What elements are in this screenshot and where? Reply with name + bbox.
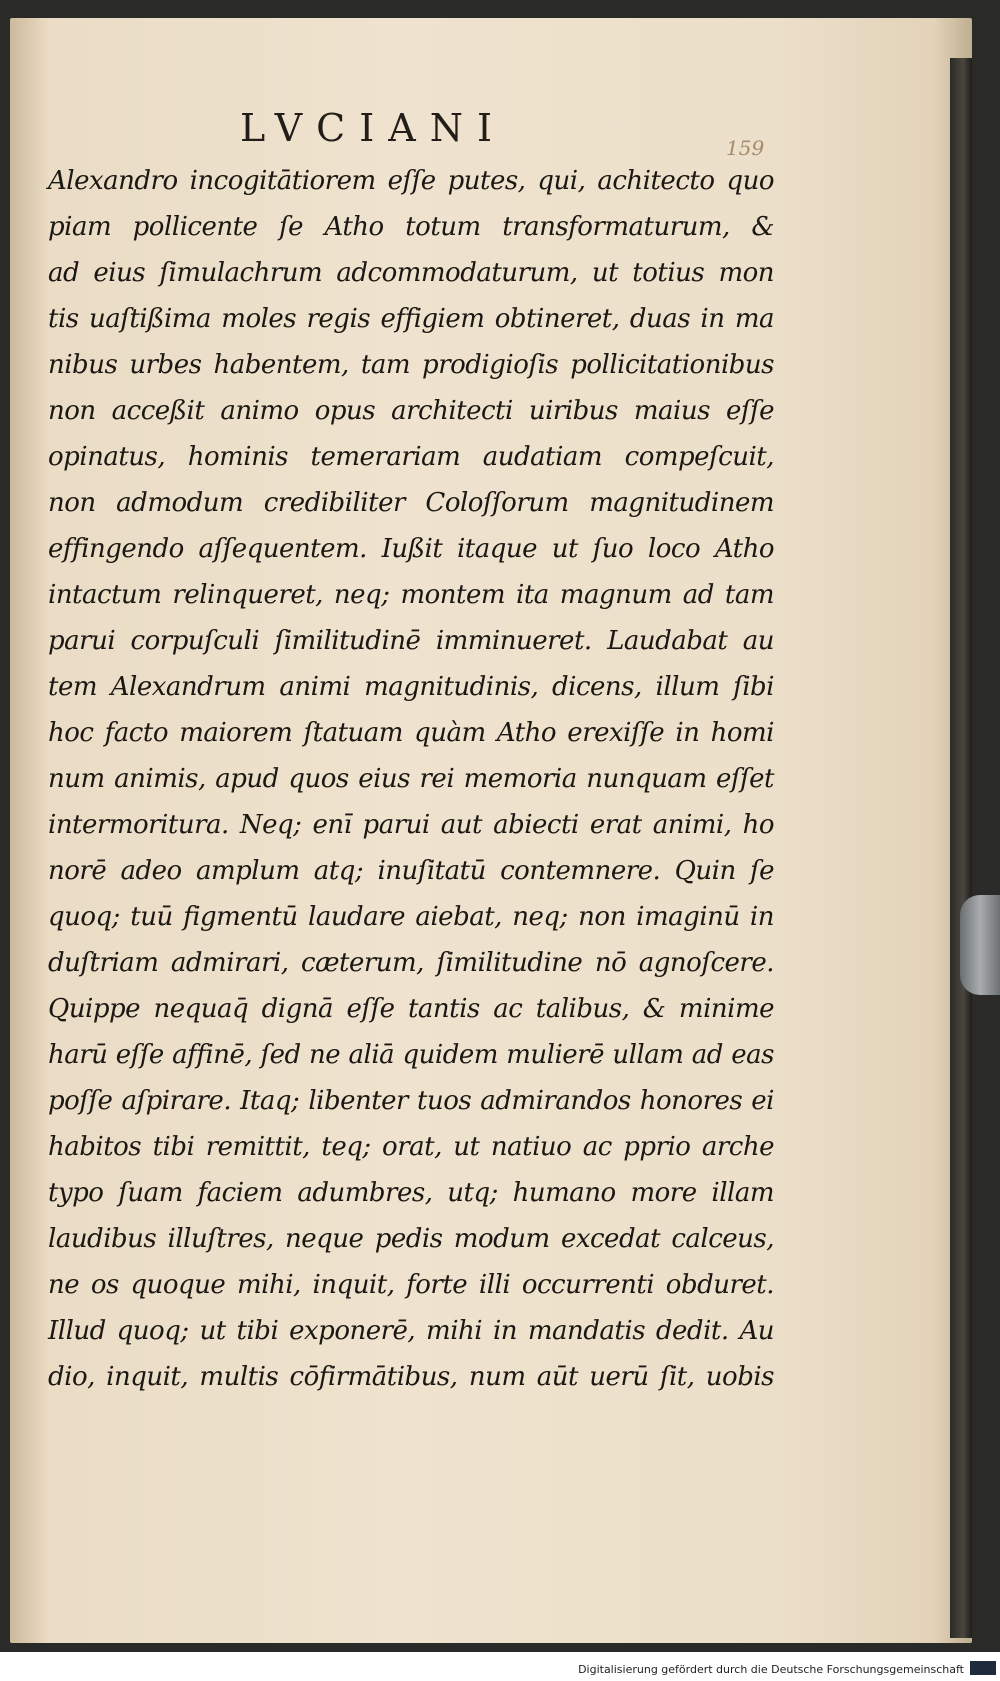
text-line: quoq; tuū figmentū laudare aiebat, neq; non imaginū in bbox=[48, 902, 774, 932]
dfg-logo bbox=[970, 1661, 996, 1675]
text-line: habitos tibi remittit, teq; orat, ut natiuo ac pprio arche bbox=[48, 1132, 774, 1162]
text-line: hoc facto maiorem ſtatuam quàm Atho erexiſſe in homi bbox=[48, 718, 774, 748]
text-line: Quippe nequaq̄ dignā eſſe tantis ac talibus, & minime bbox=[48, 994, 774, 1024]
text-line: piam pollicente ſe Atho totum transformaturum, & bbox=[48, 212, 774, 242]
page-edge bbox=[950, 58, 972, 1638]
text-line: laudibus illuſtres, neque pedis modum excedat calceus, bbox=[48, 1224, 774, 1254]
text-line: duſtriam admirari, cæterum, ſimilitudine nō agnoſcere. bbox=[48, 948, 774, 978]
text-line: non admodum credibiliter Coloſſorum magnitudinem bbox=[48, 488, 774, 518]
digitization-credit: Digitalisierung gefördert durch die Deutsche Forschungsgemeinschaft bbox=[578, 1663, 964, 1676]
text-line: parui corpuſculi ſimilitudinē imminueret. Laudabat au bbox=[48, 626, 774, 656]
text-line: poſſe aſpirare. Itaq; libenter tuos admirandos honores ei bbox=[48, 1086, 774, 1116]
text-line: num animis, apud quos eius rei memoria nunquam eſſet bbox=[48, 764, 774, 794]
text-line: ad eius ſimulachrum adcommodaturum, ut totius mon bbox=[48, 258, 774, 288]
text-line: norē adeo amplum atq; inuſitatū contemnere. Quin ſe bbox=[48, 856, 774, 886]
text-line: intactum relinqueret, neq; montem ita magnum ad tam bbox=[48, 580, 774, 610]
running-title: LVCIANI bbox=[240, 106, 506, 150]
body-text bbox=[48, 158, 774, 1400]
text-line: dio, inquit, multis cōfirmātibus, num aūt uerū ſit, uobis bbox=[48, 1362, 774, 1392]
text-line: harū eſſe affinē, ſed ne aliā quidem mulierē ullam ad eas bbox=[48, 1040, 774, 1070]
text-line: tis uaſtißima moles regis effigiem obtineret, duas in ma bbox=[48, 304, 774, 334]
text-line: typo ſuam faciem adumbres, utq; humano more illam bbox=[48, 1178, 774, 1208]
text-line: effingendo aſſequentem. Iußit itaque ut ſuo loco Atho bbox=[48, 534, 774, 564]
text-line: Illud quoq; ut tibi exponerē, mihi in mandatis dedit. Au bbox=[48, 1316, 774, 1346]
book-page bbox=[10, 18, 972, 1643]
text-line: nibus urbes habentem, tam prodigioſis pollicitationibus bbox=[48, 350, 774, 380]
text-line: Alexandro incogitātiorem eſſe putes, qui, achitecto quo bbox=[48, 166, 774, 196]
text-line: tem Alexandrum animi magnitudinis, dicens, illum ſibi bbox=[48, 672, 774, 702]
text-line: ne os quoque mihi, inquit, forte illi occurrenti obduret. bbox=[48, 1270, 774, 1300]
text-line: non acceßit animo opus architecti uiribus maius eſſe bbox=[48, 396, 774, 426]
book-clasp bbox=[960, 895, 1000, 995]
text-line: opinatus, hominis temerariam audatiam compeſcuit, bbox=[48, 442, 774, 472]
text-line: intermoritura. Neq; enī parui aut abiecti erat animi, ho bbox=[48, 810, 774, 840]
folio-note: 159 bbox=[726, 136, 765, 160]
